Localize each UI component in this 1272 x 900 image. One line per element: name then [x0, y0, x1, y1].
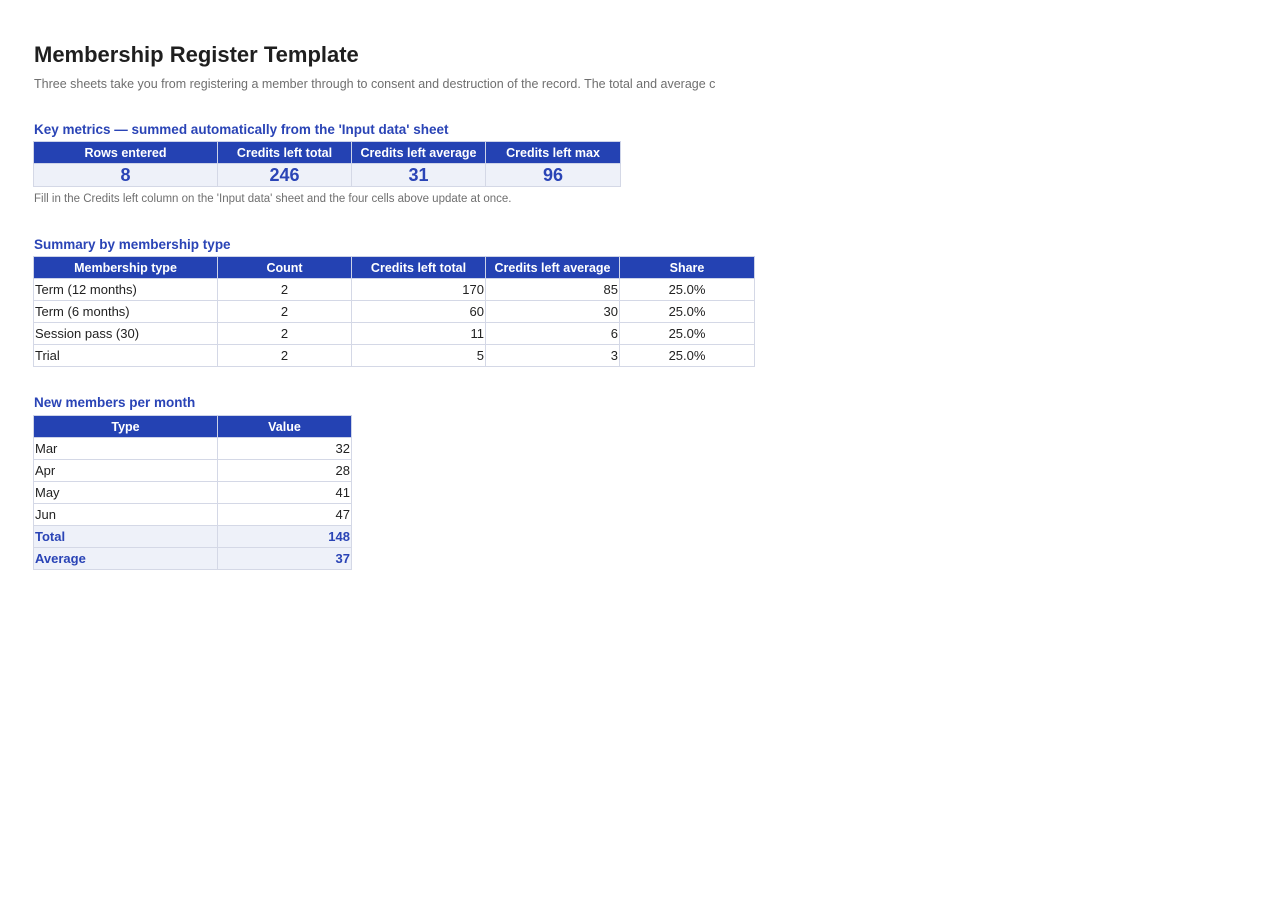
table-cell[interactable]: 5: [352, 345, 486, 367]
table-cell[interactable]: Trial: [34, 345, 218, 367]
metric-credits-left-max[interactable]: 96: [486, 164, 621, 187]
table-cell[interactable]: Term (12 months): [34, 279, 218, 301]
key-metrics-value-row: [34, 164, 621, 187]
column-header[interactable]: Value: [218, 416, 352, 438]
total-value-cell[interactable]: 148: [218, 526, 352, 548]
average-value-cell[interactable]: 37: [218, 548, 352, 570]
metric-credits-left-total[interactable]: 246: [218, 164, 352, 187]
table-cell[interactable]: 2: [218, 279, 352, 301]
monthly-table: [33, 415, 352, 570]
column-header[interactable]: Credits left average: [352, 142, 486, 164]
table-cell[interactable]: Session pass (30): [34, 323, 218, 345]
table-cell[interactable]: 25.0%: [620, 301, 755, 323]
table-cell[interactable]: 30: [486, 301, 620, 323]
summary-label: Summary by membership type: [34, 237, 231, 252]
table-cell[interactable]: 60: [352, 301, 486, 323]
table-cell[interactable]: 25.0%: [620, 323, 755, 345]
column-header[interactable]: Type: [34, 416, 218, 438]
table-cell[interactable]: 3: [486, 345, 620, 367]
key-metrics-table: [33, 141, 621, 187]
total-row: [34, 526, 352, 548]
table-cell[interactable]: 32: [218, 438, 352, 460]
column-header[interactable]: Rows entered: [34, 142, 218, 164]
column-header[interactable]: Share: [620, 257, 755, 279]
table-cell[interactable]: 25.0%: [620, 345, 755, 367]
table-cell[interactable]: 2: [218, 323, 352, 345]
average-row: [34, 548, 352, 570]
total-label-cell[interactable]: Total: [34, 526, 218, 548]
table-cell[interactable]: Mar: [34, 438, 218, 460]
table-cell[interactable]: 2: [218, 301, 352, 323]
column-header[interactable]: Count: [218, 257, 352, 279]
table-cell[interactable]: 28: [218, 460, 352, 482]
key-metrics-note: Fill in the Credits left column on the 'Input data' sheet and the four cells above update at once.: [34, 193, 512, 205]
table-cell[interactable]: 47: [218, 504, 352, 526]
monthly-label: New members per month: [34, 395, 196, 410]
table-cell[interactable]: 6: [486, 323, 620, 345]
summary-table: [33, 256, 755, 367]
key-metrics-label: Key metrics — summed automatically from the 'Input data' sheet: [34, 122, 449, 137]
table-cell[interactable]: 170: [352, 279, 486, 301]
average-label-cell[interactable]: Average: [34, 548, 218, 570]
table-cell[interactable]: Apr: [34, 460, 218, 482]
table-cell[interactable]: 85: [486, 279, 620, 301]
table-row: [34, 301, 755, 323]
table-row: [34, 482, 352, 504]
table-cell[interactable]: 2: [218, 345, 352, 367]
table-row: [34, 504, 352, 526]
table-row: [34, 460, 352, 482]
table-cell[interactable]: May: [34, 482, 218, 504]
key-metrics-header-row: [34, 142, 621, 164]
column-header[interactable]: Credits left max: [486, 142, 621, 164]
table-cell[interactable]: 25.0%: [620, 279, 755, 301]
column-header[interactable]: Credits left total: [218, 142, 352, 164]
page-title: Membership Register Template: [34, 42, 359, 67]
table-cell[interactable]: Jun: [34, 504, 218, 526]
page-description: Three sheets take you from registering a member through to consent and destruction of the record. The total and average c: [34, 77, 716, 91]
table-cell[interactable]: 11: [352, 323, 486, 345]
metric-credits-left-average[interactable]: 31: [352, 164, 486, 187]
table-cell[interactable]: 41: [218, 482, 352, 504]
table-cell[interactable]: Term (6 months): [34, 301, 218, 323]
table-row: [34, 279, 755, 301]
column-header[interactable]: Credits left average: [486, 257, 620, 279]
column-header[interactable]: Membership type: [34, 257, 218, 279]
table-row: [34, 345, 755, 367]
metric-rows-entered[interactable]: 8: [34, 164, 218, 187]
monthly-header-row: [34, 416, 352, 438]
column-header[interactable]: Credits left total: [352, 257, 486, 279]
table-row: [34, 438, 352, 460]
summary-header-row: [34, 257, 755, 279]
table-row: [34, 323, 755, 345]
